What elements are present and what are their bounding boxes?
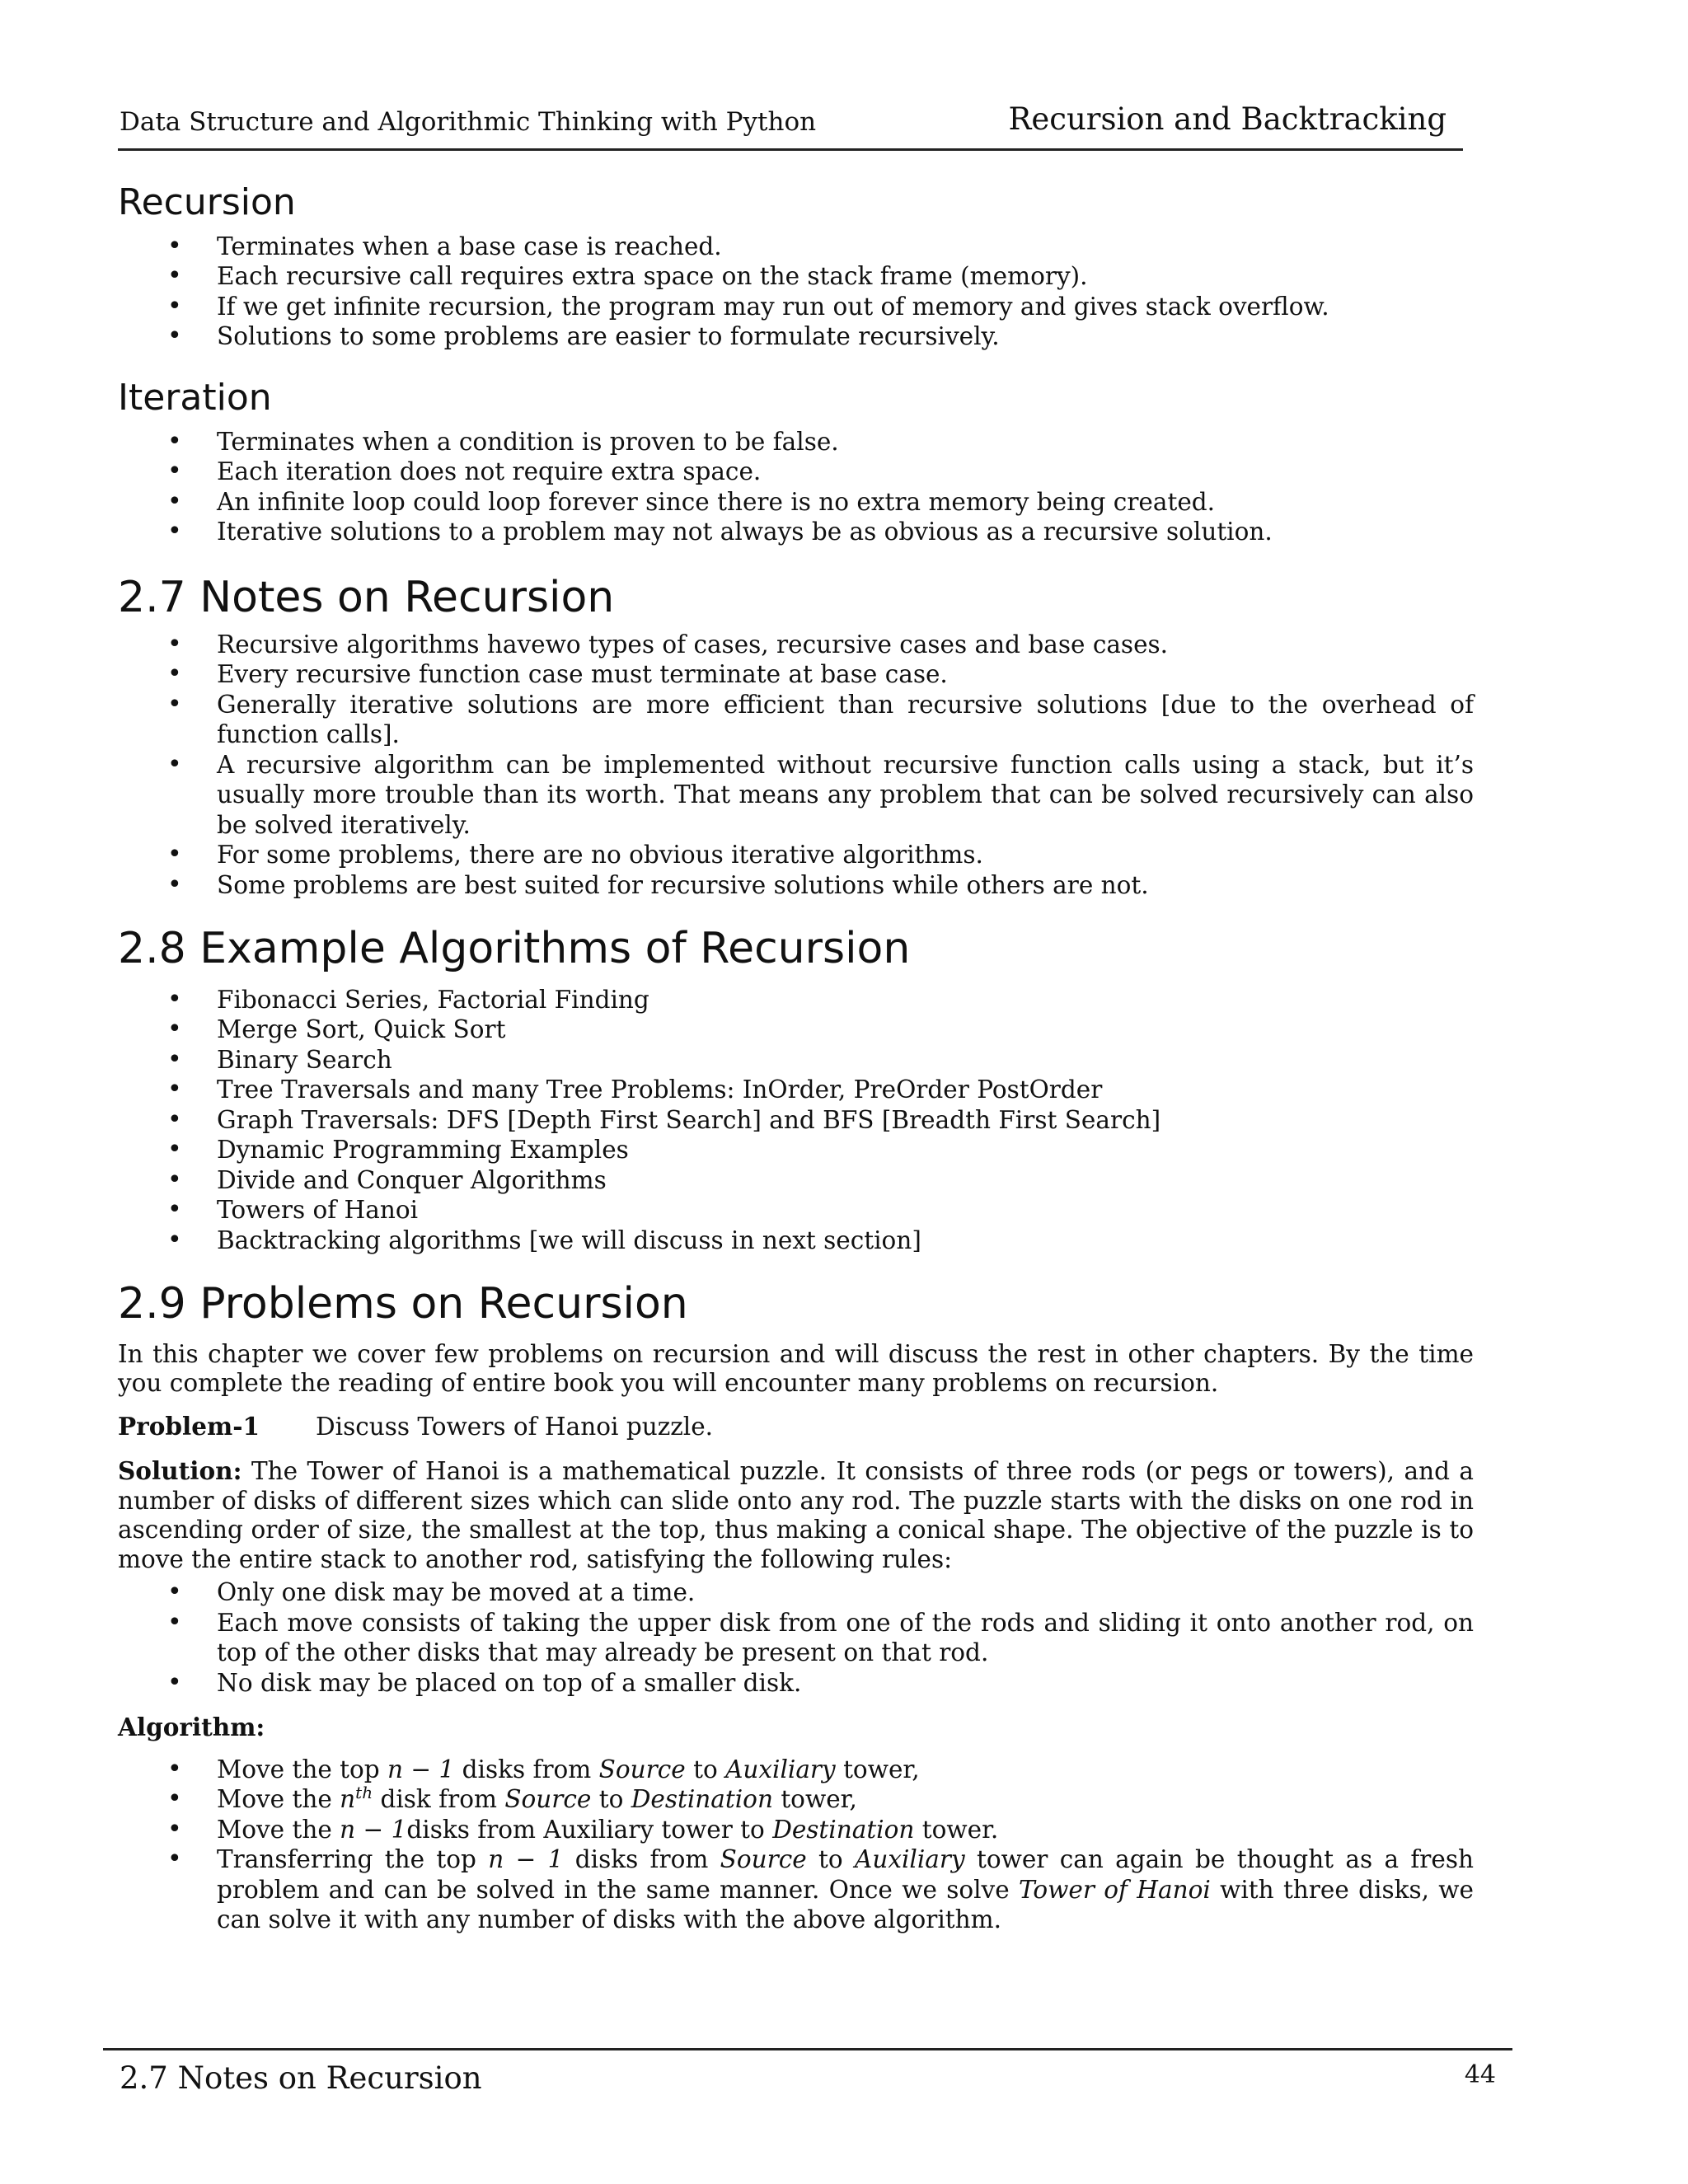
rules-list bbox=[118, 1577, 1474, 1698]
list-item: • If we get infinite recursion, the program may run out of memory and gives stack overflow. bbox=[118, 292, 1474, 322]
list-item: • Terminates when a condition is proven to be false. bbox=[118, 427, 1474, 457]
list-item: • Backtracking algorithms [we will discuss in next section] bbox=[118, 1226, 1474, 1256]
recursion-list bbox=[118, 232, 1474, 352]
list-item: • For some problems, there are no obvious iterative algorithms. bbox=[118, 840, 1474, 870]
list-item: • Divide and Conquer Algorithms bbox=[118, 1165, 1474, 1196]
list-item: • Recursive algorithms havewo types of cases, recursive cases and base cases. bbox=[118, 630, 1474, 660]
problems-intro: In this chapter we cover few problems on recursion and will discuss the rest in other chapters. By the time you complete the reading of entire book you will encounter many problems on recursion. bbox=[118, 1339, 1474, 1398]
list-item: • Merge Sort, Quick Sort bbox=[118, 1015, 1474, 1045]
solution-text: The Tower of Hanoi is a mathematical puzzle. It consists of three rods (or pegs or towers), and a number of disks of different sizes which can slide onto any rod. The puzzle starts with the disks on one rod in ascending order of size, the smallest at the top, thus making a conical shape. The objective of the puzzle is to move the entire stack to another rod, satisfying the following rules: bbox=[118, 1457, 1474, 1573]
page-content bbox=[118, 165, 1474, 1935]
problem-1-text: Discuss Towers of Hanoi puzzle. bbox=[316, 1412, 714, 1441]
problem-1-label: Problem-1 bbox=[118, 1411, 260, 1441]
list-item: • Fibonacci Series, Factorial Finding bbox=[118, 985, 1474, 1015]
page-number: 44 bbox=[1464, 2060, 1496, 2089]
list-item: • Towers of Hanoi bbox=[118, 1195, 1474, 1226]
list-item: • Each recursive call requires extra space on the stack frame (memory). bbox=[118, 261, 1474, 292]
list-item: • Move the n − 1disks from Auxiliary tower to Destination tower. bbox=[118, 1815, 1474, 1845]
list-item: • Generally iterative solutions are more efficient than recursive solutions [due to the overhead of function calls]. bbox=[118, 690, 1474, 750]
list-item: • Only one disk may be moved at a time. bbox=[118, 1577, 1474, 1608]
list-item: • Binary Search bbox=[118, 1045, 1474, 1076]
list-item: • Graph Traversals: DFS [Depth First Search] and BFS [Breadth First Search] bbox=[118, 1105, 1474, 1136]
list-item: • Move the $n^{th}$ disk from Source to Destination tower, bbox=[118, 1784, 1474, 1815]
list-item: • Solutions to some problems are easier to formulate recursively. bbox=[118, 321, 1474, 352]
problem-1 bbox=[118, 1412, 1474, 1442]
book-title: Data Structure and Algorithmic Thinking with Python bbox=[120, 107, 817, 137]
examples-heading: 2.8 Example Algorithms of Recursion bbox=[118, 924, 911, 974]
footer-section-title: 2.7 Notes on Recursion bbox=[120, 2060, 482, 2096]
algorithm-label: Algorithm: bbox=[118, 1713, 265, 1742]
list-item: • An infinite loop could loop forever since there is no extra memory being created. bbox=[118, 487, 1474, 518]
list-item: • Each iteration does not require extra space. bbox=[118, 457, 1474, 487]
page-footer bbox=[103, 2048, 1512, 2108]
list-item: • Iterative solutions to a problem may not always be as obvious as a recursive solution. bbox=[118, 517, 1474, 547]
notes-list bbox=[118, 630, 1474, 901]
list-item: • No disk may be placed on top of a smaller disk. bbox=[118, 1668, 1474, 1699]
list-item: • Each move consists of taking the upper disk from one of the rods and sliding it onto another rod, on top of the other disks that may already be present on that rod. bbox=[118, 1608, 1474, 1668]
recursion-heading: Recursion bbox=[118, 181, 296, 223]
problems-heading: 2.9 Problems on Recursion bbox=[118, 1279, 688, 1329]
algorithm-list bbox=[118, 1755, 1474, 1935]
list-item: • A recursive algorithm can be implemented without recursive function calls using a stack, but it’s usually more trouble than its worth. That means any problem that can be solved recursively can also be solved iteratively. bbox=[118, 750, 1474, 841]
list-item: • Terminates when a base case is reached. bbox=[118, 232, 1474, 262]
iteration-heading: Iteration bbox=[118, 376, 272, 419]
list-item: • Move the top n − 1 disks from Source to Auxiliary tower, bbox=[118, 1755, 1474, 1785]
page-header bbox=[118, 97, 1463, 151]
list-item: • Tree Traversals and many Tree Problems: InOrder, PreOrder PostOrder bbox=[118, 1075, 1474, 1105]
list-item: • Dynamic Programming Examples bbox=[118, 1135, 1474, 1165]
list-item: • Transferring the top n − 1 disks from Source to Auxiliary tower can again be thought as a fresh problem and can be solved in the same manner. Once we solve Tower of Hanoi with three disks, we can solve it with any number of disks with the above algorithm. bbox=[118, 1844, 1474, 1935]
solution-label: Solution: bbox=[118, 1456, 242, 1486]
solution-paragraph bbox=[118, 1456, 1474, 1574]
list-item: • Some problems are best suited for recursive solutions while others are not. bbox=[118, 870, 1474, 901]
notes-heading: 2.7 Notes on Recursion bbox=[118, 572, 615, 622]
algorithm-label-line bbox=[118, 1713, 1474, 1743]
list-item: • Every recursive function case must terminate at base case. bbox=[118, 659, 1474, 690]
iteration-list bbox=[118, 427, 1474, 547]
chapter-title: Recursion and Backtracking bbox=[1008, 101, 1447, 137]
examples-list bbox=[118, 985, 1474, 1256]
